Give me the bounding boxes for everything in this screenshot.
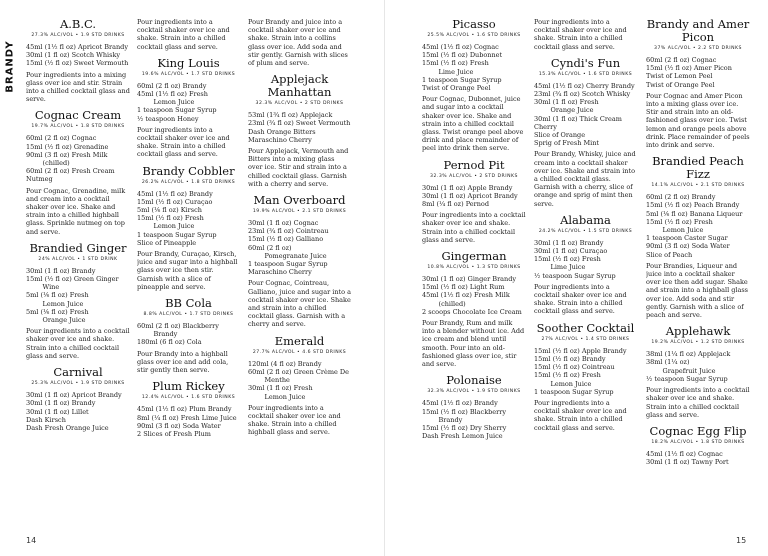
ingredient-line: 23ml (¾ fl oz) Cointreau bbox=[248, 227, 329, 236]
ingredient-line: 15ml (½ fl oz) Fresh bbox=[422, 59, 489, 68]
ingredient-line: 60ml (2 fl oz) Cognac bbox=[646, 56, 717, 64]
ingredient-list bbox=[646, 193, 750, 259]
ingredient-list bbox=[26, 43, 130, 68]
ingredient-line: 2 Slices of Fresh Plum bbox=[137, 429, 211, 438]
recipe-entry bbox=[646, 325, 750, 419]
ingredient-line: 45ml (1½ fl oz) Brandy bbox=[422, 399, 498, 408]
ingredient-line: 1 teaspoon Sugar Syrup bbox=[137, 106, 217, 115]
ingredient-line: Twist of Lemon Peel bbox=[646, 72, 713, 81]
ingredient-line: 45ml (1½ fl oz) Cognac bbox=[646, 449, 723, 458]
ingredient-line: Twist of Orange Peel bbox=[646, 80, 715, 89]
recipe-alcohol-meta: 25.3% ALC/VOL • 1.9 STD DRINKS bbox=[31, 381, 125, 387]
ingredient-line: 60ml (2 fl oz) Blackberry bbox=[137, 322, 219, 331]
column-3 bbox=[248, 18, 351, 536]
recipe-entry bbox=[422, 159, 526, 244]
column-4 bbox=[422, 18, 526, 536]
ingredient-line: 60ml (2 fl oz) Brandy bbox=[646, 193, 716, 202]
recipe-entry bbox=[534, 57, 637, 208]
recipe-entry bbox=[26, 242, 130, 360]
recipe-method: Pour Cognac, Grenadine, milk and cream into a cocktail shaker over ice. Shake and strain into a chilled highball glass. Sprinkle nutmeg on top and serve. bbox=[26, 186, 126, 236]
recipe-title: Soother Cocktail bbox=[536, 320, 635, 335]
recipe-title: Emerald bbox=[274, 333, 325, 348]
recipe-alcohol-meta: 27% ALC/VOL • 1.4 STD DRINKS bbox=[541, 336, 630, 342]
ingredient-line: 45ml (1½ fl oz) Cherry Brandy bbox=[534, 81, 635, 90]
ingredient-line: Lemon Juice bbox=[26, 299, 84, 308]
ingredient-line: 15ml (½ fl oz) Fresh bbox=[534, 255, 601, 264]
page-gutter bbox=[384, 0, 385, 556]
continued-method-text: Pour ingredients into a cocktail shaker over ice and shake. Strain into a chilled cocktail glass and serve. bbox=[137, 18, 230, 51]
ingredient-line: Brandy bbox=[137, 330, 178, 339]
ingredient-line: 23ml (¾ fl oz) Sweet Vermouth bbox=[248, 119, 351, 128]
ingredient-line: Wine bbox=[26, 283, 60, 292]
ingredient-line: 15ml (½ fl oz) Sweet Vermouth bbox=[26, 59, 129, 68]
ingredient-list bbox=[26, 391, 130, 432]
recipe-alcohol-meta: 25.5% ALC/VOL • 1.6 STD DRINKS bbox=[427, 33, 521, 38]
recipe-entry bbox=[422, 18, 526, 153]
ingredient-line: Nutmeg bbox=[26, 175, 53, 184]
ingredient-line: 60ml (2 fl oz) Brandy bbox=[137, 81, 207, 90]
recipe-alcohol-meta: 18.2% ALC/VOL • 1.8 STD DRINKS bbox=[651, 439, 745, 445]
ingredient-line: Dash Orange Bitters bbox=[248, 127, 316, 136]
recipe-alcohol-meta: 19.9% ALC/VOL • 2.1 STD DRINKS bbox=[252, 209, 347, 215]
recipe-alcohol-meta: 27.3% ALC/VOL • 1.9 STD DRINKS bbox=[31, 33, 125, 38]
recipe-method: Pour Applejack, Vermouth and Bitters into a mixing glass over ice. Stir and strain into a chilled cocktail glass. Garnish with a cherry and serve. bbox=[248, 147, 349, 188]
ingredient-line: 5ml (⅙ fl oz) Fresh bbox=[26, 307, 89, 316]
recipe-entry bbox=[248, 194, 351, 329]
recipe-alcohol-meta: 19.6% ALC/VOL • 1.7 STD DRINKS bbox=[141, 71, 236, 77]
ingredient-line: 30ml (1 fl oz) Fresh bbox=[248, 384, 313, 393]
ingredient-line: 60ml (2 fl oz) bbox=[248, 243, 292, 252]
ingredient-line: 45ml (1½ fl oz) Fresh Milk bbox=[422, 291, 510, 300]
continued-method-text: Pour Brandy and juice into a cocktail shaker over ice and shake. Strain into a collins glass over ice. Add soda and stir gently. Garnish with slices of plum and serve. bbox=[248, 18, 348, 68]
ingredient-list bbox=[534, 239, 637, 280]
ingredient-line: 2 scoops Chocolate Ice Cream bbox=[422, 307, 522, 316]
ingredient-line: 120ml (4 fl oz) Brandy bbox=[248, 359, 322, 368]
recipe-method: Pour Cognac, Dubonnet, juice and sugar into a cocktail shaker over ice. Shake and strain into a chilled cocktail glass. Twist orange peel above drink and place remainder of peel into drink then serve. bbox=[422, 95, 524, 153]
recipe-method: Pour Brandies, Liqueur and juice into a cocktail shaker over ice then add sugar. Shake and strain into a highball glass over ice. Add soda and stir gently. Garnish with a slice of peach and serve. bbox=[646, 261, 749, 320]
recipe-method: Pour ingredients into a cocktail shaker over ice and shake. Strain into a chilled cocktail glass and serve. bbox=[534, 282, 627, 316]
ingredient-line: 90ml (3 fl oz) Soda Water bbox=[646, 242, 730, 251]
ingredient-line: 15ml (½ fl oz) Light Rum bbox=[422, 283, 505, 292]
ingredient-line: 30ml (1 fl oz) Fresh bbox=[534, 98, 599, 107]
recipe-method: Pour ingredients into a cocktail shaker over ice and shake. Strain into a chilled highball glass and serve. bbox=[248, 403, 341, 437]
recipe-alcohol-meta: 19.2% ALC/VOL • 1.2 STD DRINKS bbox=[651, 340, 745, 346]
ingredient-line: Lime Juice bbox=[422, 67, 474, 76]
ingredient-line: 8ml (¼ fl oz) Pernod bbox=[422, 200, 489, 209]
ingredient-line: 30ml (1 fl oz) Brandy bbox=[26, 266, 96, 275]
ingredient-list bbox=[422, 275, 526, 316]
ingredient-line: 15ml (½ fl oz) Fresh bbox=[646, 217, 713, 226]
recipe-method: Pour ingredients into a cocktail shaker over ice and shake. Strain into a chilled cocktail glass and serve. bbox=[646, 386, 750, 419]
ingredient-line: 23ml (¾ fl oz) Scotch Whisky bbox=[534, 90, 631, 99]
recipe-entry bbox=[248, 73, 351, 188]
recipe-method: Pour Brandy into a highball glass over ice and add cola, stir gently then serve. bbox=[137, 349, 229, 375]
ingredient-line: 30ml (1 fl oz) Ginger Brandy bbox=[422, 275, 517, 284]
recipe-title: Plum Rickey bbox=[152, 379, 225, 394]
recipe-title: BB Cola bbox=[165, 296, 212, 311]
recipe-title: Gingerman bbox=[441, 249, 507, 264]
recipe-method: Pour ingredients into a cocktail shaker over ice and shake. Strain into a chilled cocktail glass and serve. bbox=[534, 398, 627, 432]
ingredient-line: 45ml (1½ fl oz) Plum Brandy bbox=[137, 405, 232, 414]
ingredient-list bbox=[422, 184, 526, 209]
ingredient-line: 45ml (1½ fl oz) Fresh bbox=[137, 90, 208, 99]
recipe-title: Brandied Ginger bbox=[29, 240, 127, 255]
ingredient-line: Dash Kirsch bbox=[26, 415, 66, 424]
recipe-method: Pour Cognac and Amer Picon into a mixing glass over ice. Stir and strain into an old-fashioned glass over ice. Twist lemon and orange peels above drink. Place remainder of peels into drink and serve. bbox=[646, 91, 750, 150]
recipe-entry bbox=[534, 214, 637, 316]
ingredient-line: 5ml (⅙ fl oz) Fresh bbox=[26, 291, 89, 300]
recipe-entry bbox=[646, 18, 750, 149]
ingredient-line: Orange Juice bbox=[534, 106, 594, 115]
ingredient-line: 8ml (¼ fl oz) Fresh Lime Juice bbox=[137, 413, 237, 422]
ingredient-line: Menthe bbox=[248, 376, 290, 385]
ingredient-line: 60ml (2 fl oz) Cognac bbox=[26, 134, 97, 143]
ingredient-line: 45ml (1½ fl oz) Apricot Brandy bbox=[26, 43, 129, 51]
recipe-method: Pour ingredients into a cocktail shaker over ice and shake. Strain into a chilled cocktail glass and serve. bbox=[26, 327, 130, 360]
recipe-method: Pour Brandy, Curaçao, Kirsch, juice and sugar into a highball glass over ice then stir. Garnish with a slice of pineapple and serve. bbox=[137, 250, 238, 291]
recipe-entry bbox=[137, 57, 240, 159]
ingredient-line: 38ml (1¼ oz) bbox=[646, 358, 690, 367]
ingredient-line: 30ml (1 fl oz) Scotch Whisky bbox=[26, 51, 121, 60]
recipe-method: Pour ingredients into a mixing glass over ice and stir. Strain into a chilled cocktail glass and serve. bbox=[26, 70, 130, 104]
recipe-alcohol-meta: 12.4% ALC/VOL • 1.6 STD DRINKS bbox=[141, 395, 236, 401]
ingredient-line: 30ml (1 fl oz) Lillet bbox=[26, 407, 89, 416]
recipe-title: Applehawk bbox=[665, 324, 731, 339]
recipe-alcohol-meta: 27.7% ALC/VOL • 4.6 STD DRINKS bbox=[252, 349, 347, 355]
column-1 bbox=[26, 18, 130, 536]
ingredient-line: 30ml (1 fl oz) Thick Cream bbox=[534, 114, 622, 123]
ingredient-line: Lemon Juice bbox=[137, 98, 195, 107]
ingredient-list bbox=[422, 399, 526, 440]
ingredient-line: Slice of Peach bbox=[646, 250, 693, 259]
ingredient-line: 60ml (2 fl oz) Green Crème De bbox=[248, 367, 349, 376]
recipe-entry bbox=[26, 109, 130, 235]
ingredient-list bbox=[248, 111, 351, 144]
ingredient-line: 15ml (½ fl oz) Dry Sherry bbox=[422, 423, 507, 432]
column-6 bbox=[646, 18, 750, 536]
recipe-title: Pernod Pit bbox=[443, 157, 505, 172]
ingredient-list bbox=[248, 360, 351, 401]
recipe-method: Pour ingredients into a cocktail shaker over ice and shake. Strain into a chilled cocktail glass and serve. bbox=[422, 211, 526, 244]
ingredient-line: 45ml (1½ fl oz) Brandy bbox=[137, 189, 213, 198]
recipe-title: Man Overboard bbox=[253, 193, 346, 208]
ingredient-line: Grapefruit Juice bbox=[646, 366, 716, 375]
ingredient-list bbox=[248, 219, 351, 276]
recipe-alcohol-meta: 37% ALC/VOL • 2.2 STD DRINKS bbox=[654, 46, 742, 51]
ingredient-line: (chilled) bbox=[26, 159, 70, 168]
ingredient-line: 15ml (½ fl oz) Brandy bbox=[534, 354, 606, 363]
ingredient-list bbox=[26, 267, 130, 324]
recipe-title: Cognac Cream bbox=[34, 108, 122, 123]
ingredient-line: Brandy bbox=[422, 415, 463, 424]
ingredient-line: 15ml (½ fl oz) Galliano bbox=[248, 235, 324, 244]
recipe-entry bbox=[646, 425, 750, 466]
recipe-title: A.B.C. bbox=[59, 18, 97, 31]
recipe-title: Brandy Cobbler bbox=[142, 163, 235, 178]
recipe-alcohol-meta: 32.3% ALC/VOL • 1.9 STD DRINKS bbox=[427, 389, 521, 395]
ingredient-line: ½ teaspoon Sugar Syrup bbox=[646, 374, 728, 383]
ingredient-line: Sprig of Fresh Mint bbox=[534, 139, 599, 148]
ingredient-line: Maraschino Cherry bbox=[248, 135, 312, 144]
ingredient-line: 30ml (1 fl oz) Apple Brandy bbox=[422, 183, 513, 192]
ingredient-list bbox=[646, 450, 750, 466]
recipe-entry bbox=[137, 165, 240, 291]
section-tab bbox=[2, 40, 18, 92]
recipe-entry bbox=[137, 297, 240, 374]
ingredient-line: 15ml (½ fl oz) Grenadine bbox=[26, 142, 109, 151]
ingredient-list bbox=[137, 322, 240, 347]
ingredient-line: 30ml (1 fl oz) Cognac bbox=[248, 219, 319, 228]
recipe-title: Cyndi's Fun bbox=[550, 55, 621, 70]
ingredient-line: Lemon Juice bbox=[534, 379, 592, 388]
ingredient-list bbox=[534, 82, 637, 148]
ingredient-line: Dash Fresh Lemon Juice bbox=[422, 432, 503, 441]
ingredient-line: 15ml (½ fl oz) Blackberry bbox=[422, 407, 507, 416]
ingredient-line: 30ml (1 fl oz) Apricot Brandy bbox=[26, 391, 122, 400]
page-number-left: 14 bbox=[26, 536, 37, 545]
ingredient-line: 1 teaspoon Sugar Syrup bbox=[534, 387, 614, 396]
ingredient-line: Twist of Orange Peel bbox=[422, 84, 491, 93]
ingredient-line: 60ml (2 fl oz) Fresh Cream bbox=[26, 167, 115, 176]
section-tab-label: BRANDY bbox=[4, 39, 16, 93]
ingredient-line: ½ teaspoon Honey bbox=[137, 114, 199, 123]
ingredient-line: Lemon Juice bbox=[646, 226, 704, 235]
ingredient-line: 15ml (½ fl oz) Amer Picon bbox=[646, 64, 732, 73]
ingredient-line: Lemon Juice bbox=[137, 222, 195, 231]
recipe-entry bbox=[534, 322, 637, 432]
ingredient-list bbox=[137, 190, 240, 247]
recipe-entry bbox=[26, 18, 130, 103]
recipe-method: Pour Cognac, Cointreau, Galliano, juice and sugar into a cocktail shaker over ice. Shake and strain into a chilled cocktail glass. Garnish with a cherry and serve. bbox=[248, 279, 351, 329]
recipe-entry bbox=[248, 335, 351, 437]
ingredient-line: 90ml (3 fl oz) Fresh Milk bbox=[26, 150, 108, 159]
recipe-entry bbox=[422, 250, 526, 368]
recipe-title: Carnival bbox=[53, 365, 103, 380]
recipe-title: Applejack Manhattan bbox=[267, 72, 332, 100]
ingredient-list bbox=[646, 350, 750, 383]
ingredient-line: Pomegranate Juice bbox=[248, 251, 327, 260]
ingredient-line: 30ml (1 fl oz) Curaçao bbox=[534, 247, 608, 256]
ingredient-line: Orange Juice bbox=[26, 316, 86, 325]
column-2 bbox=[137, 18, 240, 536]
recipe-title: Brandy and Amer Picon bbox=[646, 18, 750, 44]
ingredient-list bbox=[26, 134, 130, 183]
recipe-alcohol-meta: 32.3% ALC/VOL • 2 STD DRINKS bbox=[430, 173, 518, 179]
recipe-method: Pour Brandy, Rum and milk into a blender without ice. Add ice cream and blend until smooth. Pour into an old-fashioned glass over ice, stir and serve. bbox=[422, 319, 525, 369]
recipe-alcohol-meta: 19.7% ALC/VOL • 1.8 STD DRINKS bbox=[31, 124, 125, 130]
ingredient-line: 15ml (½ fl oz) Curaçao bbox=[137, 197, 213, 206]
ingredient-line: 180ml (6 fl oz) Cola bbox=[137, 338, 202, 347]
recipe-title: Polonaise bbox=[446, 373, 502, 388]
ingredient-line: 15ml (½ fl oz) Apple Brandy bbox=[534, 346, 627, 355]
recipe-alcohol-meta: 26.2% ALC/VOL • 1.8 STD DRINKS bbox=[141, 179, 236, 185]
ingredient-line: 1 teaspoon Sugar Syrup bbox=[422, 75, 502, 84]
recipe-entry bbox=[646, 155, 750, 319]
recipe-alcohol-meta: 32.3% ALC/VOL • 2 STD DRINKS bbox=[255, 101, 344, 107]
recipe-title: King Louis bbox=[157, 55, 220, 70]
ingredient-line: 53ml (1¾ fl oz) Applejack bbox=[248, 111, 333, 120]
ingredient-line: 1 teaspoon Sugar Syrup bbox=[248, 260, 328, 269]
ingredient-line: Dash Fresh Orange Juice bbox=[26, 423, 109, 432]
recipe-method: Pour ingredients into a cocktail shaker over ice and shake. Strain into a chilled cocktail glass and serve. bbox=[137, 125, 230, 159]
ingredient-line: 45ml (1½ fl oz) Cognac bbox=[422, 43, 499, 51]
ingredient-line: 1 teaspoon Sugar Syrup bbox=[137, 230, 217, 239]
ingredient-line: 15ml (½ fl oz) Fresh bbox=[137, 214, 204, 223]
ingredient-line: ½ teaspoon Sugar Syrup bbox=[534, 271, 616, 280]
column-5 bbox=[534, 18, 637, 536]
recipe-alcohol-meta: 14.1% ALC/VOL • 2.1 STD DRINKS bbox=[651, 183, 745, 189]
recipe-title: Picasso bbox=[452, 18, 496, 31]
recipe-alcohol-meta: 10.8% ALC/VOL • 1.3 STD DRINKS bbox=[427, 265, 521, 271]
recipe-alcohol-meta: 8.8% ALC/VOL • 1.7 STD DRINKS bbox=[143, 312, 234, 318]
ingredient-list bbox=[646, 56, 750, 89]
continued-method-text: Pour ingredients into a cocktail shaker over ice and shake. Strain into a chilled cocktail glass and serve. bbox=[534, 18, 627, 51]
ingredient-list bbox=[137, 82, 240, 123]
ingredient-line: 5ml (⅙ fl oz) Banana Liqueur bbox=[646, 209, 743, 218]
recipe-title: Cognac Egg Flip bbox=[649, 423, 747, 438]
ingredient-line: 15ml (½ fl oz) Peach Brandy bbox=[646, 201, 740, 210]
recipe-alcohol-meta: 15.3% ALC/VOL • 1.6 STD DRINKS bbox=[538, 71, 633, 77]
ingredient-line: 15ml (½ fl oz) Green Ginger bbox=[26, 275, 119, 284]
ingredient-line: 38ml (1¼ fl oz) Applejack bbox=[646, 350, 731, 359]
recipe-alcohol-meta: 24% ALC/VOL • 1 STD DRINK bbox=[38, 256, 118, 262]
ingredient-line: 15ml (½ fl oz) Dubonnet bbox=[422, 51, 503, 60]
ingredient-line: Lime Juice bbox=[534, 263, 586, 272]
ingredient-line: 30ml (1 fl oz) Brandy bbox=[26, 399, 96, 408]
ingredient-line: Slice of Orange bbox=[534, 131, 586, 140]
recipe-title: Brandied Peach Fizz bbox=[652, 154, 744, 182]
ingredient-line: 30ml (1 fl oz) Apricot Brandy bbox=[422, 191, 518, 200]
ingredient-line: 5ml (⅙ fl oz) Kirsch bbox=[137, 206, 202, 215]
recipe-entry bbox=[422, 374, 526, 440]
ingredient-list bbox=[137, 405, 240, 438]
ingredient-line: 30ml (1 fl oz) Brandy bbox=[534, 238, 604, 247]
ingredient-line: Maraschino Cherry bbox=[248, 268, 312, 277]
ingredient-line: 15ml (½ fl oz) Cointreau bbox=[534, 363, 615, 372]
recipe-entry bbox=[26, 366, 130, 432]
ingredient-line: Slice of Pineapple bbox=[137, 238, 197, 247]
ingredient-line: 30ml (1 fl oz) Tawny Port bbox=[646, 458, 729, 467]
recipe-entry bbox=[137, 380, 240, 438]
ingredient-line: Cherry bbox=[534, 122, 557, 131]
page-number-right: 15 bbox=[736, 536, 747, 545]
ingredient-list bbox=[534, 347, 637, 396]
ingredient-line: 1 teaspoon Caster Sugar bbox=[646, 234, 728, 243]
recipe-alcohol-meta: 24.2% ALC/VOL • 1.5 STD DRINKS bbox=[538, 228, 633, 234]
recipe-method: Pour Brandy, Whisky, juice and cream into a cocktail shaker over ice. Shake and strain into a chilled cocktail glass. Garnish with a cherry, slice of orange and sprig of mint then serve. bbox=[534, 150, 636, 208]
ingredient-line: Lemon Juice bbox=[248, 392, 306, 401]
recipe-title: Alabama bbox=[560, 212, 611, 227]
ingredient-line: 15ml (½ fl oz) Fresh bbox=[534, 371, 601, 380]
ingredient-line: 90ml (3 fl oz) Soda Water bbox=[137, 421, 221, 430]
ingredient-list bbox=[422, 43, 526, 92]
ingredient-line: (chilled) bbox=[422, 299, 466, 308]
